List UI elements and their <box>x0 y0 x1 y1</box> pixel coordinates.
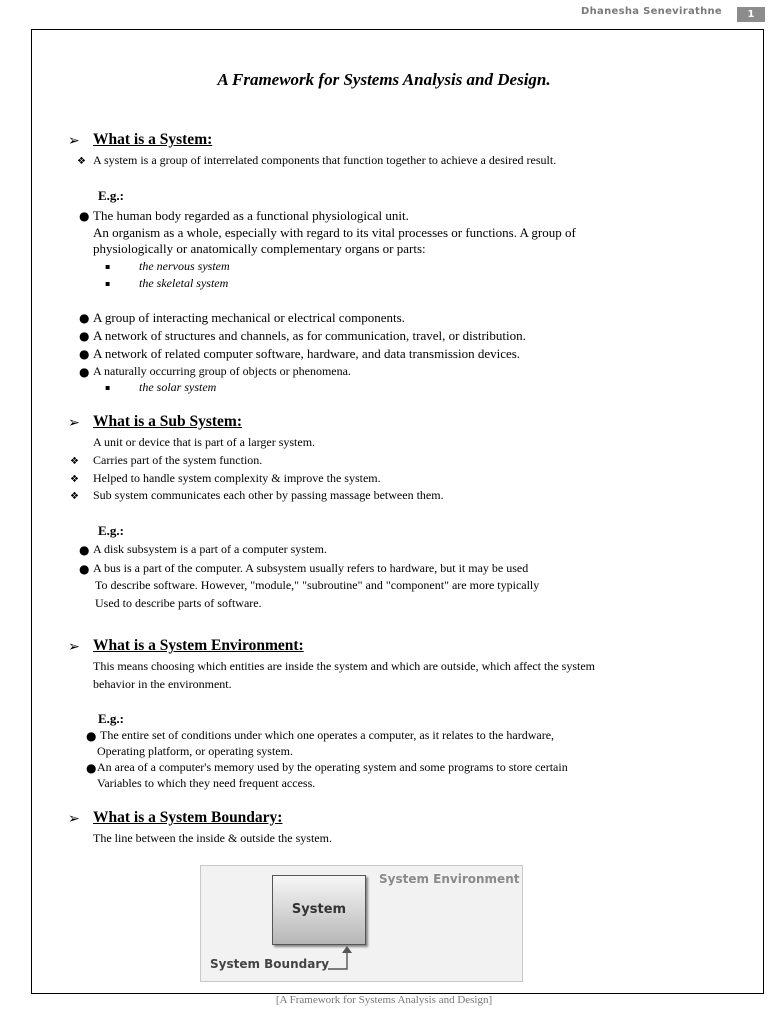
square-bullet-icon: ▪ <box>105 279 111 288</box>
diamond-bullet-icon: ❖ <box>70 456 79 467</box>
environment-example-text: An area of a computer's memory used by the operating system and some programs to store certain <box>97 760 568 774</box>
environment-definition: behavior in the environment. <box>93 677 232 691</box>
heading-what-is-system: What is a System: <box>93 131 213 148</box>
round-bullet-icon: ● <box>79 311 90 325</box>
system-definition: A system is a group of interrelated components that function together to achieve a desired result. <box>93 153 557 167</box>
system-subexample-text: the solar system <box>139 380 217 394</box>
system-example-text: An organism as a whole, especially with regard to its vital processes or functions. A group of <box>93 225 576 240</box>
round-bullet-icon: ● <box>86 729 97 743</box>
eg-label: E.g.: <box>98 188 124 203</box>
diamond-bullet-icon: ❖ <box>70 491 79 502</box>
environment-example-text: Operating platform, or operating system. <box>97 744 293 758</box>
page-footer: [A Framework for Systems Analysis and Design] <box>275 994 493 1006</box>
subsystem-definition: A unit or device that is part of a larger system. <box>93 435 316 449</box>
system-example-text: The human body regarded as a functional physiological unit. <box>93 208 409 223</box>
subsystem-example-text: A bus is a part of the computer. A subsystem usually refers to hardware, but it may be used <box>93 561 529 575</box>
square-bullet-icon: ▪ <box>105 262 111 271</box>
subsystem-point: Sub system communicates each other by passing massage between them. <box>93 488 444 502</box>
arrow-bullet-icon: ➢ <box>68 639 80 655</box>
arrow-bullet-icon: ➢ <box>68 811 80 827</box>
environment-example-text: The entire set of conditions under which one operates a computer, as it relates to the hardware, <box>100 728 555 742</box>
system-example-text: A network of related computer software, hardware, and data transmission devices. <box>93 346 521 361</box>
system-subexample-text: the skeletal system <box>139 276 229 290</box>
system-example-text: A network of structures and channels, as for communication, travel, or distribution. <box>93 328 526 343</box>
round-bullet-icon: ● <box>79 543 90 557</box>
eg-label: E.g.: <box>98 523 124 538</box>
subsystem-point: Carries part of the system function. <box>93 453 263 467</box>
heading-what-is-subsystem: What is a Sub System: <box>93 413 242 430</box>
subsystem-example-text: Used to describe parts of software. <box>95 596 262 610</box>
system-box-label: System <box>291 902 347 917</box>
subsystem-point: Helped to handle system complexity & improve the system. <box>93 471 381 485</box>
eg-label: E.g.: <box>98 711 124 726</box>
environment-definition: This means choosing which entities are inside the system and which are outside, which affect the system <box>93 659 595 673</box>
round-bullet-icon: ● <box>86 761 97 775</box>
header-author: Dhanesha Senevirathne <box>581 6 722 17</box>
round-bullet-icon: ● <box>79 347 90 361</box>
round-bullet-icon: ● <box>79 562 90 576</box>
system-example-text: A group of interacting mechanical or electrical components. <box>93 310 405 325</box>
arrow-bullet-icon: ➢ <box>68 415 80 431</box>
diamond-bullet-icon: ❖ <box>77 156 86 167</box>
system-boundary-label: System Boundary <box>210 957 330 971</box>
system-environment-label: System Environment <box>379 872 520 886</box>
environment-example-text: Variables to which they need frequent access. <box>97 776 316 790</box>
system-subexample-text: the nervous system <box>139 259 230 273</box>
system-example-text: A naturally occurring group of objects or phenomena. <box>93 364 351 378</box>
heading-what-is-system-boundary: What is a System Boundary: <box>93 809 283 826</box>
system-boundary-diagram <box>200 865 523 982</box>
round-bullet-icon: ● <box>79 329 90 343</box>
page-frame <box>31 29 764 994</box>
subsystem-example-text: A disk subsystem is a part of a computer system. <box>93 542 327 556</box>
boundary-definition: The line between the inside & outside the system. <box>93 831 332 845</box>
square-bullet-icon: ▪ <box>105 383 111 392</box>
system-box <box>272 875 366 945</box>
heading-what-is-system-environment: What is a System Environment: <box>93 637 304 654</box>
round-bullet-icon: ● <box>79 365 90 379</box>
arrow-bullet-icon: ➢ <box>68 133 80 149</box>
diamond-bullet-icon: ❖ <box>70 474 79 485</box>
subsystem-example-text: To describe software. However, "module," "subroutine" and "component" are more typically <box>95 578 540 592</box>
system-example-text: physiologically or anatomically complementary organs or parts: <box>93 241 426 256</box>
document-title: A Framework for Systems Analysis and Design. <box>217 70 551 89</box>
page-number-badge: 1 <box>737 7 765 22</box>
round-bullet-icon: ● <box>79 209 90 223</box>
